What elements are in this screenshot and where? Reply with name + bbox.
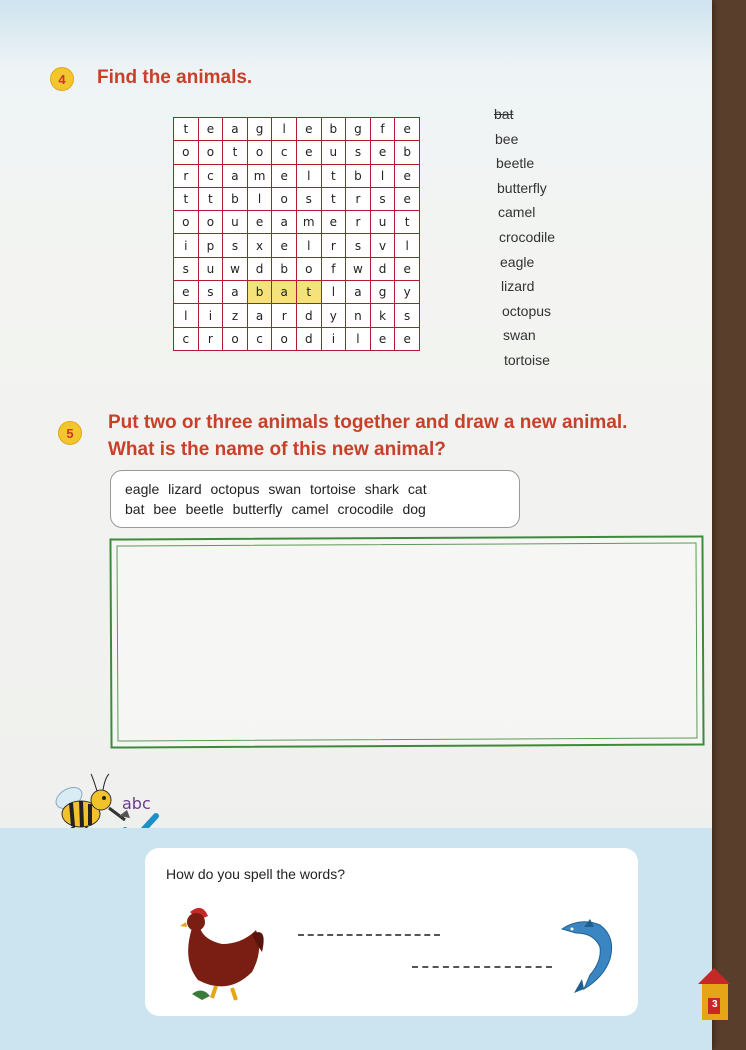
grid-cell[interactable]: r: [321, 234, 346, 257]
grid-cell[interactable]: c: [174, 327, 199, 350]
animal-word-box: [110, 470, 520, 528]
grid-cell[interactable]: s: [346, 141, 371, 164]
grid-row: [174, 281, 420, 304]
grid-cell[interactable]: l: [395, 234, 420, 257]
grid-cell[interactable]: e: [174, 281, 199, 304]
grid-cell[interactable]: s: [198, 281, 223, 304]
dolphin-icon: [560, 915, 620, 997]
grid-cell[interactable]: t: [395, 211, 420, 234]
grid-cell[interactable]: m: [296, 211, 321, 234]
grid-cell[interactable]: l: [321, 281, 346, 304]
grid-cell[interactable]: w: [223, 257, 248, 280]
grid-cell[interactable]: o: [174, 141, 199, 164]
grid-cell[interactable]: t: [174, 187, 199, 210]
word-list: [494, 102, 555, 373]
exercise-4-title: Find the animals.: [97, 67, 253, 88]
grid-cell[interactable]: f: [321, 257, 346, 280]
grid-cell[interactable]: e: [395, 257, 420, 280]
grid-cell[interactable]: b: [346, 164, 371, 187]
grid-cell[interactable]: t: [174, 118, 199, 141]
word-list-item: swan: [503, 327, 536, 344]
grid-cell[interactable]: a: [272, 211, 297, 234]
grid-cell[interactable]: a: [346, 281, 371, 304]
grid-cell[interactable]: a: [247, 304, 272, 327]
grid-cell[interactable]: d: [247, 257, 272, 280]
grid-cell[interactable]: f: [370, 118, 395, 141]
grid-cell[interactable]: t: [198, 187, 223, 210]
grid-cell[interactable]: r: [346, 187, 371, 210]
grid-cell[interactable]: s: [296, 187, 321, 210]
word-box-line-2: bat bee beetle butterfly camel crocodile dog: [125, 501, 426, 517]
grid-cell[interactable]: i: [198, 304, 223, 327]
grid-cell[interactable]: w: [346, 257, 371, 280]
grid-cell[interactable]: l: [296, 164, 321, 187]
grid-cell[interactable]: e: [370, 141, 395, 164]
grid-cell[interactable]: b: [321, 118, 346, 141]
grid-cell[interactable]: r: [174, 164, 199, 187]
grid-cell[interactable]: o: [272, 187, 297, 210]
grid-cell[interactable]: u: [370, 211, 395, 234]
grid-cell[interactable]: e: [272, 164, 297, 187]
grid-cell[interactable]: u: [198, 257, 223, 280]
grid-cell[interactable]: b: [395, 141, 420, 164]
grid-cell[interactable]: a: [272, 281, 297, 304]
grid-row: [174, 187, 420, 210]
grid-row: [174, 118, 420, 141]
word-list-item: beetle: [496, 155, 535, 172]
grid-cell[interactable]: l: [346, 327, 371, 350]
grid-cell[interactable]: e: [370, 327, 395, 350]
grid-cell[interactable]: a: [223, 281, 248, 304]
grid-cell[interactable]: t: [296, 281, 321, 304]
word-list-item: bee: [495, 130, 519, 147]
hen-icon: [172, 900, 272, 1005]
word-list-item: tortoise: [504, 351, 550, 368]
grid-row: [174, 141, 420, 164]
exercise-5-title-line2: What is the name of this new animal?: [108, 439, 446, 460]
grid-cell[interactable]: e: [296, 118, 321, 141]
drawing-area[interactable]: [109, 535, 704, 748]
grid-cell[interactable]: o: [247, 141, 272, 164]
grid-cell[interactable]: i: [321, 327, 346, 350]
grid-cell[interactable]: o: [272, 327, 297, 350]
grid-cell[interactable]: e: [296, 141, 321, 164]
grid-cell[interactable]: b: [223, 187, 248, 210]
grid-cell[interactable]: s: [370, 187, 395, 210]
grid-cell[interactable]: o: [174, 211, 199, 234]
grid-row: [174, 304, 420, 327]
grid-cell[interactable]: d: [296, 304, 321, 327]
grid-cell[interactable]: v: [370, 234, 395, 257]
page-number: 3: [712, 999, 718, 1010]
grid-cell[interactable]: p: [198, 234, 223, 257]
grid-cell[interactable]: e: [198, 118, 223, 141]
grid-cell[interactable]: e: [321, 211, 346, 234]
word-list-item: lizard: [501, 278, 535, 295]
grid-row: [174, 257, 420, 280]
grid-cell[interactable]: o: [296, 257, 321, 280]
grid-cell[interactable]: t: [321, 164, 346, 187]
grid-cell[interactable]: l: [247, 187, 272, 210]
grid-cell[interactable]: c: [247, 327, 272, 350]
grid-cell[interactable]: x: [247, 234, 272, 257]
grid-cell[interactable]: t: [321, 187, 346, 210]
grid-cell[interactable]: e: [272, 234, 297, 257]
word-list-item: camel: [498, 204, 536, 221]
word-list-item: bat: [494, 106, 514, 122]
exercise-5-title-line1: Put two or three animals together and draw a new animal.: [108, 412, 628, 433]
grid-cell[interactable]: i: [174, 234, 199, 257]
spelling-question: How do you spell the words?: [166, 866, 345, 882]
grid-row: [174, 234, 420, 257]
grid-cell[interactable]: l: [296, 234, 321, 257]
grid-cell[interactable]: b: [247, 281, 272, 304]
grid-cell[interactable]: z: [223, 304, 248, 327]
house-page-number-icon: [696, 964, 732, 1022]
grid-cell[interactable]: y: [395, 281, 420, 304]
grid-cell[interactable]: e: [395, 327, 420, 350]
grid-cell[interactable]: d: [370, 257, 395, 280]
grid-cell[interactable]: r: [272, 304, 297, 327]
grid-cell[interactable]: s: [346, 234, 371, 257]
grid-cell[interactable]: r: [346, 211, 371, 234]
grid-cell[interactable]: o: [198, 141, 223, 164]
grid-cell[interactable]: l: [174, 304, 199, 327]
exercise-4-number: 4: [50, 67, 74, 91]
grid-cell[interactable]: u: [223, 211, 248, 234]
grid-row: [174, 164, 420, 187]
word-list-item: crocodile: [499, 228, 556, 245]
drawing-area-inner-border: [116, 542, 697, 741]
grid-cell[interactable]: k: [370, 304, 395, 327]
grid-cell[interactable]: t: [223, 141, 248, 164]
word-list-item: butterfly: [497, 179, 547, 196]
grid-cell[interactable]: l: [272, 118, 297, 141]
grid-cell[interactable]: m: [247, 164, 272, 187]
grid-cell[interactable]: g: [247, 118, 272, 141]
grid-cell[interactable]: e: [395, 187, 420, 210]
grid-cell[interactable]: l: [370, 164, 395, 187]
grid-cell[interactable]: c: [272, 141, 297, 164]
grid-cell[interactable]: e: [395, 164, 420, 187]
grid-cell[interactable]: o: [198, 211, 223, 234]
grid-cell[interactable]: s: [223, 234, 248, 257]
grid-cell[interactable]: a: [223, 118, 248, 141]
grid-cell[interactable]: d: [296, 327, 321, 350]
grid-cell[interactable]: a: [223, 164, 248, 187]
grid-cell[interactable]: s: [395, 304, 420, 327]
word-search-grid: [173, 117, 420, 351]
word-list-item: octopus: [502, 302, 552, 319]
exercise-5-number: 5: [58, 421, 82, 445]
grid-row: [174, 211, 420, 234]
grid-cell[interactable]: o: [223, 327, 248, 350]
grid-row: [174, 327, 420, 350]
answer-line-1[interactable]: [298, 934, 440, 936]
grid-cell[interactable]: y: [321, 304, 346, 327]
grid-cell[interactable]: s: [174, 257, 199, 280]
grid-cell[interactable]: n: [346, 304, 371, 327]
grid-cell[interactable]: e: [247, 211, 272, 234]
grid-cell[interactable]: e: [395, 118, 420, 141]
grid-cell[interactable]: c: [198, 164, 223, 187]
word-list-item: eagle: [500, 253, 535, 270]
answer-line-2[interactable]: [412, 966, 552, 968]
grid-cell[interactable]: u: [321, 141, 346, 164]
word-box-line-1: eagle lizard octopus swan tortoise shark cat: [125, 481, 427, 497]
grid-cell[interactable]: r: [198, 327, 223, 350]
grid-cell[interactable]: b: [272, 257, 297, 280]
grid-cell[interactable]: g: [346, 118, 371, 141]
grid-cell[interactable]: g: [370, 281, 395, 304]
abc-label: abc: [122, 794, 151, 813]
